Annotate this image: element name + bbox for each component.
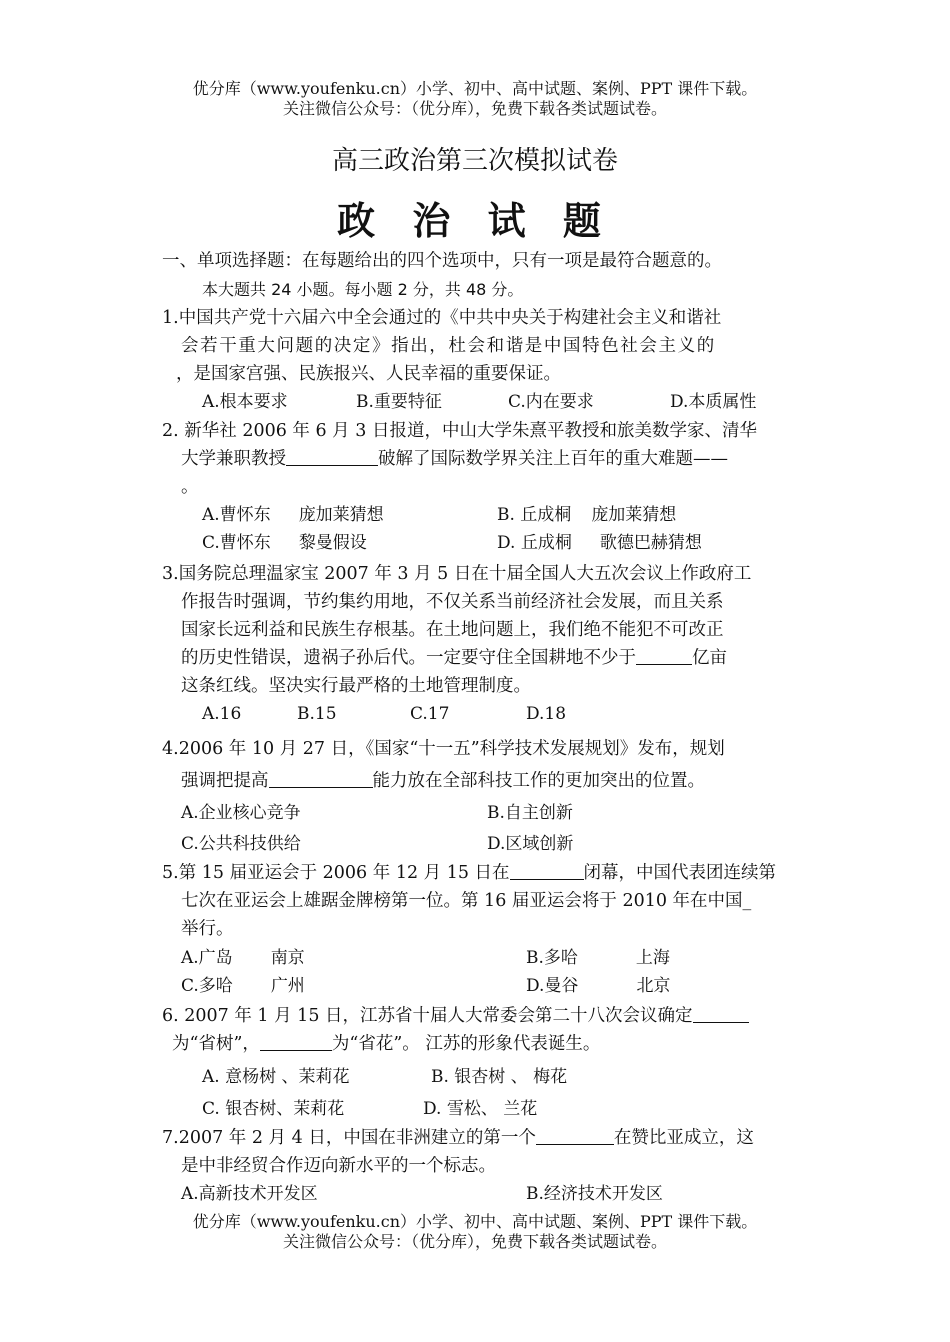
section-heading: 一、单项选择题：在每题给出的四个选项中，只有一项是最符合题意的。 <box>162 251 722 271</box>
q2-option-a <box>202 503 384 527</box>
q4-line-2-end: 能力放在全部科技工作的更加突出的位置。 <box>372 771 705 791</box>
q3-line-2: 作报告时强调，节约集约用地，不仅关系当前经济社会发展，而且关系 <box>181 592 724 612</box>
q5-option-c-first: C.多哈 <box>181 976 233 996</box>
q2-option-d-person: D. 丘成桐 <box>497 533 572 553</box>
q6-option-b: B. 银杏树 、 梅花 <box>431 1067 568 1087</box>
q2-option-d-problem: 歌德巴赫猜想 <box>599 533 702 553</box>
footer-line-1: 优分库（www.youfenku.cn）小学、初中、高中试题、案例、PPT 课件下载。 <box>192 1212 758 1231</box>
q2-option-d <box>497 531 702 555</box>
q5-answer-blank <box>510 861 584 880</box>
q3-option-a: A.16 <box>202 704 242 724</box>
q5-option-a <box>181 946 305 970</box>
footer-line-2: 关注微信公众号：（优分库），免费下载各类试题试卷。 <box>282 1232 667 1251</box>
q6-line-2-end: 为“省花”。 江苏的形象代表诞生。 <box>331 1034 601 1054</box>
q5-option-d <box>526 974 670 998</box>
q2-option-b-problem: 庞加莱猜想 <box>591 505 677 525</box>
q1-option-c: C.内在要求 <box>508 392 594 412</box>
header-line-1: 优分库（www.youfenku.cn）小学、初中、高中试题、案例、PPT 课件下载。 <box>192 79 758 98</box>
q4-option-c: C.公共科技供给 <box>181 834 301 854</box>
q7-line-1-start: 7.2007 年 2 月 4 日，中国在非洲建立的第一个 <box>162 1128 536 1148</box>
q1-line-2: 会若干重大问题的决定》指出，杜会和谐是中国特色社会主义的 <box>181 336 716 356</box>
q1-option-b: B.重要特征 <box>356 392 442 412</box>
q2-answer-blank <box>286 447 378 466</box>
q3-line-3: 国家长远利益和民族生存根基。在土地问题上，我们绝不能犯不可改正 <box>181 620 724 640</box>
q5-option-b-first: B.多哈 <box>526 948 578 968</box>
q2-line-2 <box>181 446 728 472</box>
q4-option-a: A.企业核心竞争 <box>181 803 301 823</box>
q1-option-d: D.本质属性 <box>670 392 757 412</box>
q3-option-d: D.18 <box>526 704 567 724</box>
q5-line-3: 举行。 <box>181 919 234 939</box>
q7-line-1-end: 在赞比亚成立，这 <box>613 1128 754 1148</box>
q5-line-1 <box>162 860 776 886</box>
q1-line-3: ，是国家宫强、民族报兴、人民幸福的重要保证。 <box>176 364 561 384</box>
q5-option-b <box>526 946 670 970</box>
q6-tree-blank <box>693 1004 749 1023</box>
q4-line-1: 4.2006 年 10 月 27 日，《国家“十一五”科学技术发展规划》发布，规划 <box>162 739 725 759</box>
q3-line-4 <box>181 645 727 671</box>
exam-title: 高三政治第三次模拟试卷 <box>331 146 618 176</box>
q2-option-a-person: A.曹怀东 <box>202 505 271 525</box>
q5-option-d-first: D.曼谷 <box>526 976 579 996</box>
q5-line-1-end: 闭幕，中国代表团连续第 <box>583 863 777 883</box>
q7-option-b: B.经济技术开发区 <box>526 1184 663 1204</box>
q6-line-1 <box>162 1003 749 1029</box>
q4-option-b: B.自主创新 <box>487 803 573 823</box>
q7-answer-blank <box>536 1126 614 1145</box>
q3-line-5: 这条红线。坚决实行最严格的土地管理制度。 <box>181 676 531 696</box>
q1-option-a: A.根本要求 <box>202 392 288 412</box>
q2-option-a-problem: 庞加莱猜想 <box>298 505 384 525</box>
q2-line-2-start: 大学兼职教授 <box>181 449 286 469</box>
q6-option-c: C. 银杏树、茉莉花 <box>202 1099 345 1119</box>
q2-line-1: 2. 新华社 2006 年 6 月 3 日报道，中山大学朱熹平教授和旅美数学家、清华 <box>162 421 757 441</box>
q4-option-d: D.区域创新 <box>487 834 574 854</box>
q6-option-a: A. 意杨树 、茉莉花 <box>202 1067 350 1087</box>
q1-line-1: 1.中国共产党十六届六中全会通过的《中共中央关于构建社会主义和谐社 <box>162 308 722 328</box>
q3-line-1: 3.国务院总理温家宝 2007 年 3 月 5 日在十届全国人大五次会议上作政府工 <box>162 564 752 584</box>
q5-option-c <box>181 974 305 998</box>
q7-line-2: 是中非经贸合作迈向新水平的一个标志。 <box>181 1156 496 1176</box>
q3-option-b: B.15 <box>297 704 337 724</box>
q6-line-1-text: 6. 2007 年 1 月 15 日，江苏省十届人大常委会第二十八次会议确定 <box>162 1006 693 1026</box>
q3-answer-blank <box>636 646 692 665</box>
q2-option-c <box>202 531 367 555</box>
q3-line-4-end: 亿亩 <box>692 648 727 668</box>
q3-option-c: C.17 <box>410 704 450 724</box>
q5-option-a-first: A.广岛 <box>181 948 233 968</box>
q2-option-c-person: C.曹怀东 <box>202 533 271 553</box>
q5-line-1-start: 5.第 15 届亚运会于 2006 年 12 月 15 日在 <box>162 863 510 883</box>
q5-line-2: 七次在亚运会上雄踞金牌榜第一位。第 16 届亚运会将于 2010 年在中国_ <box>181 891 752 911</box>
q6-flower-blank <box>260 1032 332 1051</box>
q5-option-a-second: 南京 <box>270 948 305 968</box>
q2-option-b <box>497 503 676 527</box>
header-line-2: 关注微信公众号：（优分库），免费下载各类试题试卷。 <box>282 99 667 118</box>
q3-line-4-start: 的历史性错误，遗祸子孙后代。一定要守住全国耕地不少于 <box>181 648 636 668</box>
q7-option-a: A.高新技术开发区 <box>181 1184 318 1204</box>
q5-option-c-second: 广州 <box>270 976 305 996</box>
q4-answer-blank <box>269 769 373 788</box>
q5-option-d-second: 北京 <box>636 976 671 996</box>
section-note: 本大题共 24 小题。每小题 2 分，共 48 分。 <box>202 280 524 299</box>
q7-line-1 <box>162 1125 754 1151</box>
exam-subtitle: 政 治 试 题 <box>337 199 613 243</box>
q4-line-2 <box>181 768 705 794</box>
q2-option-c-problem: 黎曼假设 <box>298 533 367 553</box>
q5-option-b-second: 上海 <box>635 948 670 968</box>
q6-line-2-start: 为“省树”， <box>172 1034 260 1054</box>
q2-option-b-person: B. 丘成桐 <box>497 505 572 525</box>
q6-option-d: D. 雪松、 兰花 <box>423 1099 538 1119</box>
q6-line-2 <box>172 1031 600 1057</box>
q2-line-3: 。 <box>181 477 199 497</box>
q2-line-2-end: 破解了国际数学界关注上百年的重大难题—— <box>378 449 728 469</box>
q4-line-2-start: 强调把提高 <box>181 771 269 791</box>
